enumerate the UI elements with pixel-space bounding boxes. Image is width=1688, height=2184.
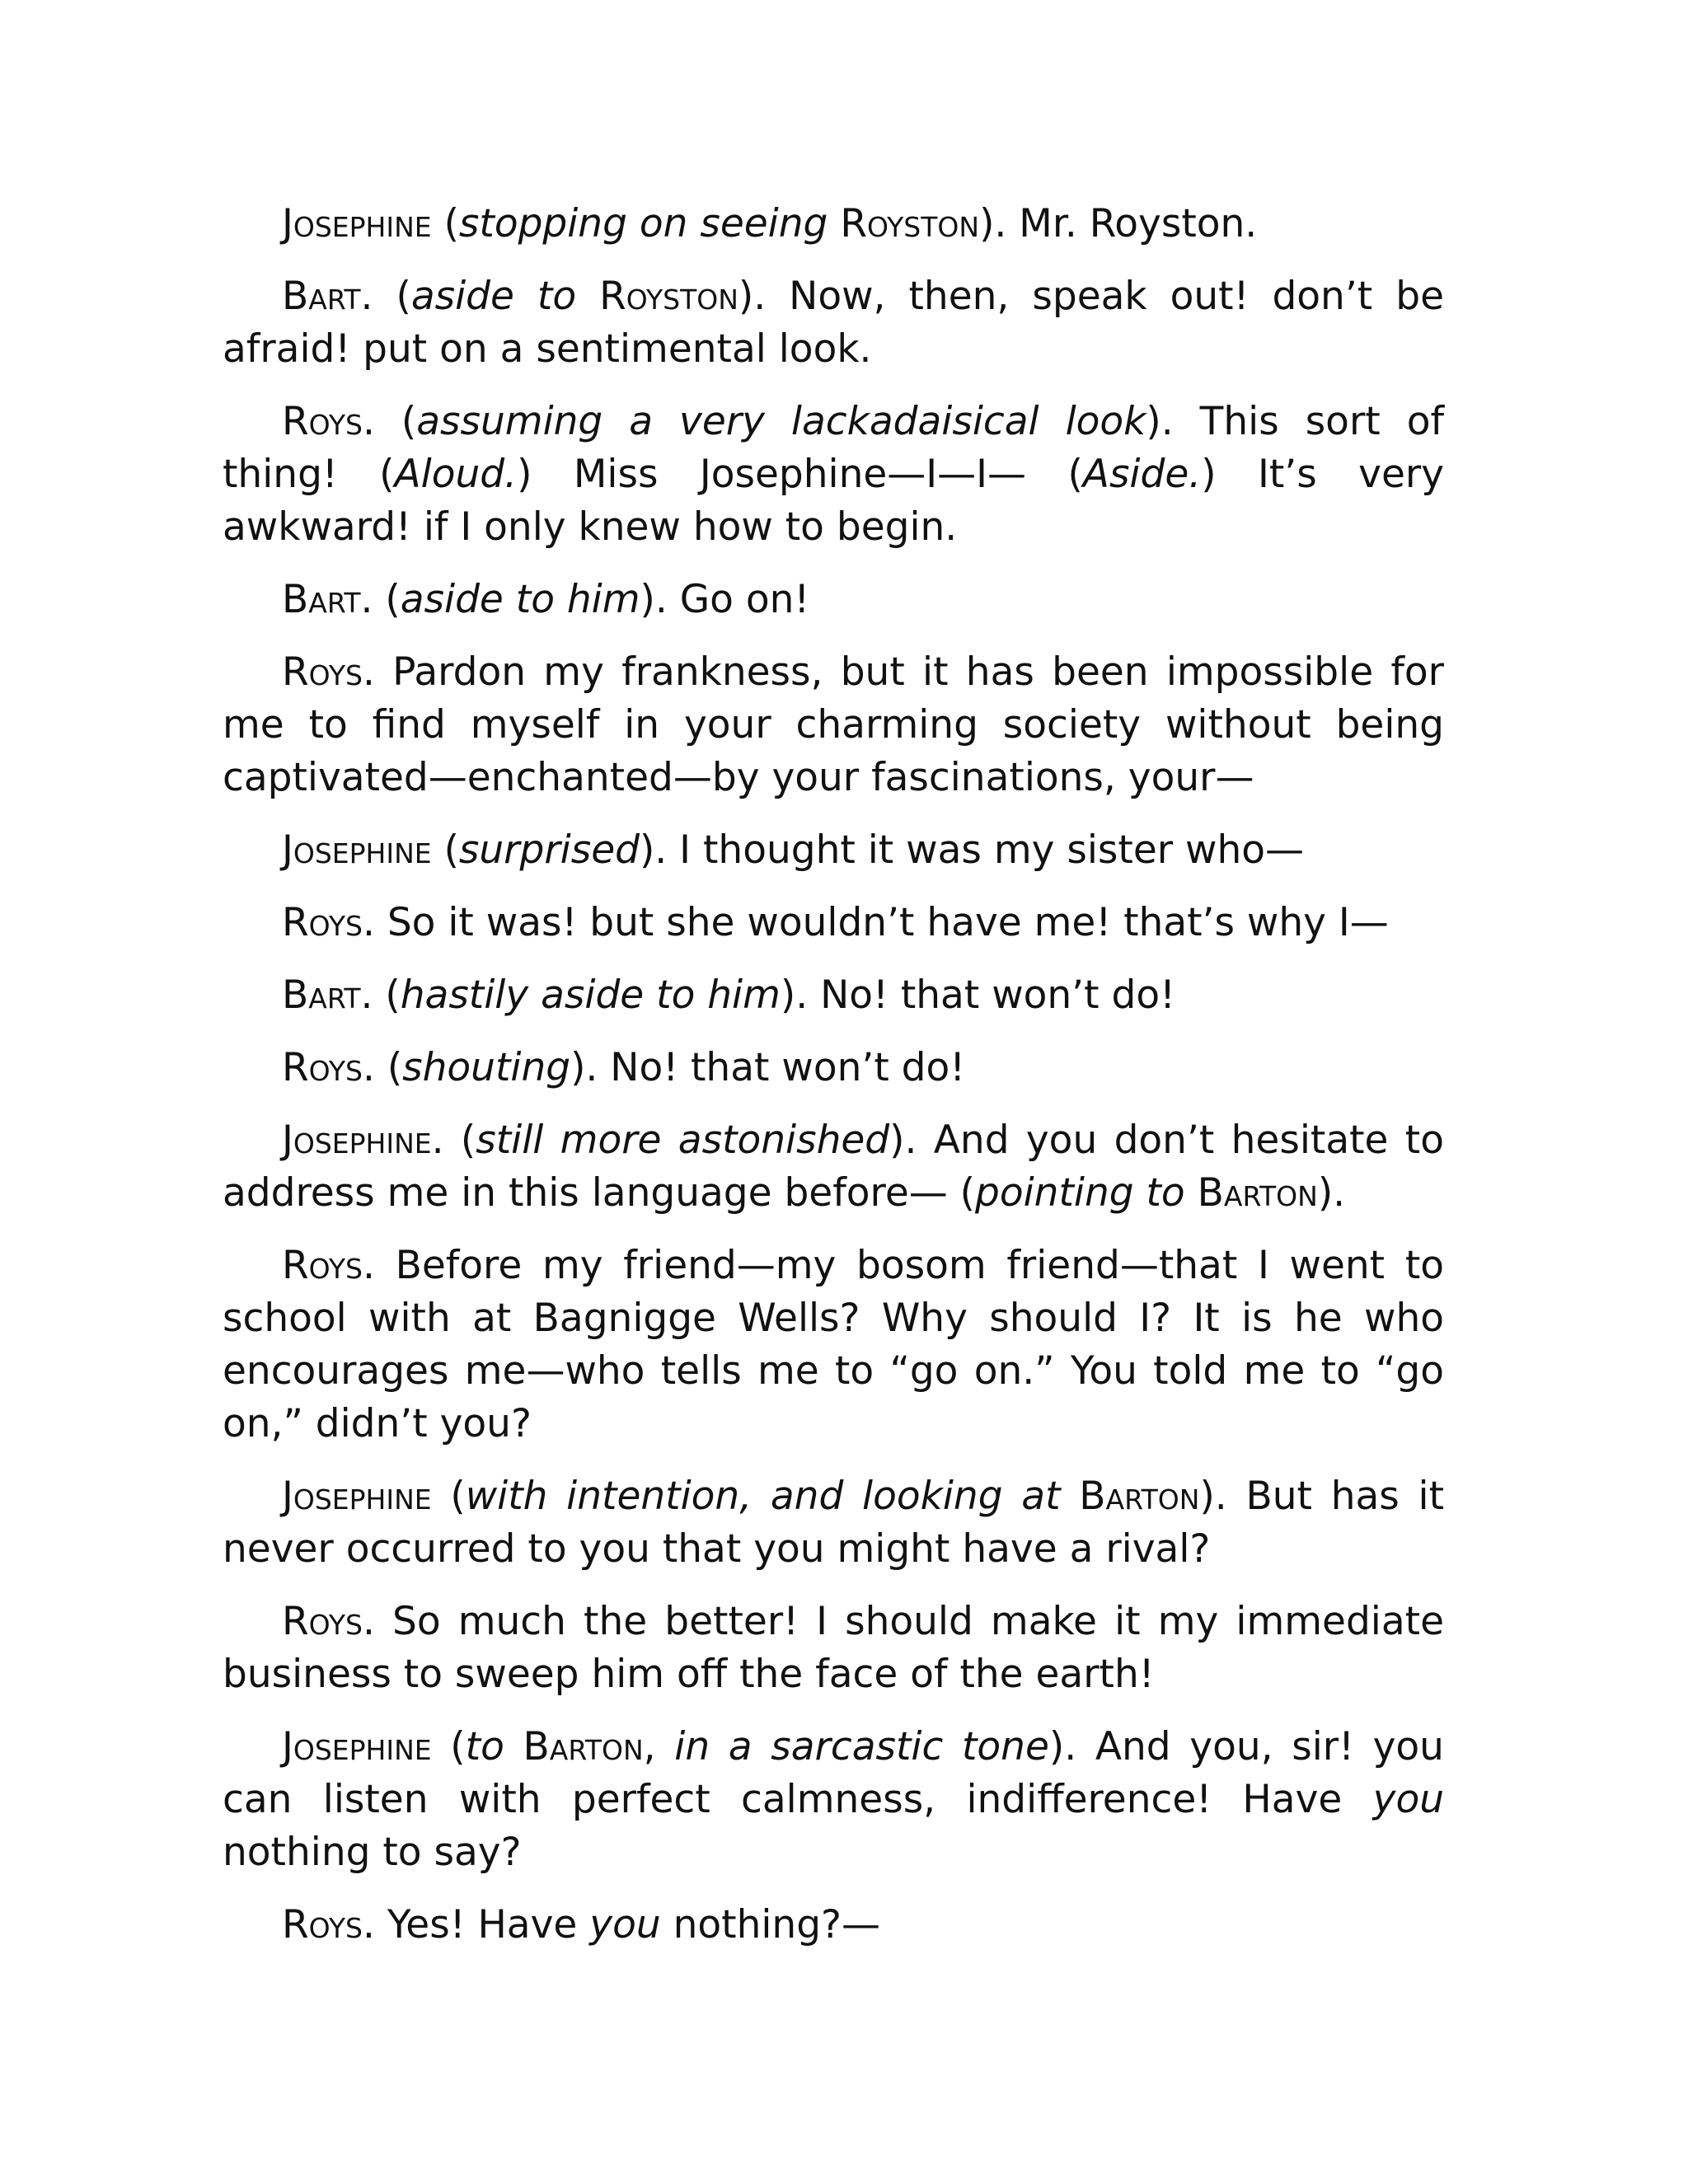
speech-text: ). This sort of thing! ( [223,399,1444,497]
stage-direction: Aside. [1082,452,1202,497]
dialogue-paragraph [223,646,1444,804]
speaker-name: Josephine [282,827,432,873]
dialogue-paragraph [223,198,1444,251]
dialogue-paragraph [223,1470,1444,1576]
dialogue-paragraph [223,1042,1444,1094]
speaker-name: Barton [1079,1474,1200,1519]
stage-direction: still more astonished [476,1118,890,1163]
dialogue-paragraph [223,1240,1444,1451]
speaker-name: Barton [1197,1170,1318,1216]
speech-text: . ( [360,274,411,319]
stage-direction: in a sarcastic tone [674,1724,1049,1769]
speech-text: ) It’s very awkward! if I only knew how to begin. [223,452,1445,550]
stage-direction: surprised [458,827,640,873]
speech-text: ). Go on! [640,577,810,622]
speaker-name: Josephine [282,1724,432,1769]
speech-text: ). No! that won’t do! [780,972,1175,1018]
speech-text: ( [431,1474,466,1519]
speaker-name: Roys [282,1902,363,1947]
speaker-name: Roys [282,649,363,695]
dialogue-paragraph [223,1596,1444,1701]
speech-text: ). [1317,1170,1346,1216]
speaker-name: Roys [282,900,363,945]
stage-direction: shouting [402,1045,571,1090]
speech-text: ( [431,1724,466,1769]
speaker-name: Roys [282,1045,363,1090]
stage-direction: you [589,1902,661,1947]
stage-direction: you [1372,1777,1444,1822]
speech-text [576,274,599,319]
speech-text: ). And you, sir! you can listen with perfect calmness, indifference! Have [223,1724,1444,1822]
speech-text: nothing to say? [223,1830,522,1875]
speaker-name: Roys [282,1599,363,1644]
speech-text: ). And you don’t hesitate to address me in this language before— ( [223,1118,1444,1216]
stage-direction: aside to him [400,577,640,622]
dialogue-paragraph [223,969,1444,1022]
speech-text: ). I thought it was my sister who— [639,827,1304,873]
speech-text: . So much the better! I should make it my immediate business to sweep him off the face of the earth! [223,1599,1444,1697]
dialogue-paragraph [223,897,1444,949]
speech-text: . Yes! Have [362,1902,590,1947]
speech-text [828,201,840,246]
dialogue-paragraph [223,270,1444,376]
stage-direction: aside to [410,274,577,319]
speech-text: ). Mr. Royston. [979,201,1258,246]
dialogue-paragraph [223,824,1444,877]
speaker-name: Bart [282,274,361,319]
speaker-name: Royston [599,274,738,319]
stage-direction: assuming a very lackadaisical look [416,399,1146,444]
speech-text: . Pardon my frankness, but it has been impossible for me to find myself in your charming society without being captivated—enchanted—by your fascinations, your— [223,649,1444,800]
speech-text [1185,1170,1198,1216]
stage-direction: hastily aside to him [400,972,781,1018]
speaker-name: Roys [282,1243,363,1288]
speaker-name: Josephine [282,201,432,246]
dialogue-paragraph [223,1899,1444,1952]
speech-text: . Before my friend—my bosom friend—that I went to school with at Bagnigge Wells? Why should I? It is he who encourages me—who tells me to “go on.” You told me to “go on,” didn’t you? [223,1243,1444,1446]
speech-text [1061,1474,1080,1519]
speaker-name: Josephine [282,1118,432,1163]
speaker-name: Bart [282,972,361,1018]
dialogue-paragraph [223,1721,1444,1879]
dialogue-paragraph [223,1114,1444,1220]
speech-text: ). Now, then, speak out! don’t be afraid! put on a sentimental look. [223,274,1444,372]
stage-direction: to [465,1724,504,1769]
dialogue-paragraph [223,574,1444,626]
stage-direction: with intention, and looking at [465,1474,1061,1519]
speech-text: ). No! that won’t do! [570,1045,966,1090]
speech-text [504,1724,523,1769]
dialogue-paragraph [223,396,1444,554]
speech-text: . ( [362,399,417,444]
speech-text: . ( [360,577,401,622]
speaker-name: Roys [282,399,363,444]
speech-text: . ( [431,1118,476,1163]
speech-text: ) Miss Josephine—I—I— ( [517,452,1083,497]
speaker-name: Royston [840,201,980,246]
dialogue-text [223,198,1444,1971]
stage-direction: stopping on seeing [458,201,828,246]
speech-text: . ( [360,972,401,1018]
speech-text: ( [431,827,459,873]
speaker-name: Barton [523,1724,644,1769]
stage-direction: Aloud. [394,452,518,497]
speaker-name: Bart [282,577,361,622]
speech-text: ( [431,201,459,246]
speech-text: ). But has it never occurred to you that you might have a rival? [223,1474,1445,1572]
stage-direction: pointing to [975,1170,1185,1216]
speech-text: , [643,1724,675,1769]
speech-text: . So it was! but she wouldn’t have me! that’s why I— [362,900,1389,945]
speech-text: . ( [362,1045,403,1090]
speaker-name: Josephine [282,1474,432,1519]
speech-text: nothing?— [660,1902,880,1947]
